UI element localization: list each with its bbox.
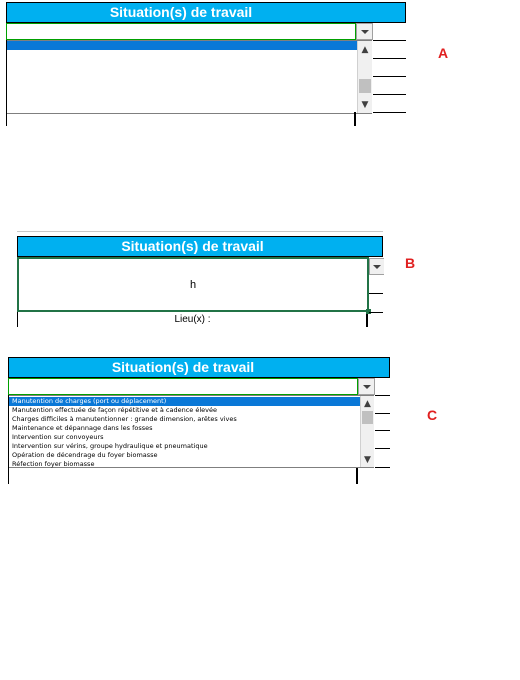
list-item[interactable]: Manutention de charges (port ou déplacement) — [9, 397, 360, 406]
grid-line — [375, 395, 390, 396]
panel-a-listbox[interactable] — [6, 40, 372, 114]
grid-line — [369, 312, 383, 313]
chevron-down-icon — [373, 265, 381, 269]
list-item[interactable]: Charges difficiles à manutentionner : grande dimension, arêtes vives — [12, 415, 237, 423]
panel-c-header-title: Situation(s) de travail — [111, 359, 255, 375]
grid-line — [373, 94, 406, 95]
panel-c-scrollbar[interactable] — [360, 396, 374, 467]
label-c: C — [427, 407, 438, 423]
grid-line — [375, 430, 390, 431]
grid-line — [373, 112, 406, 113]
grid-line — [373, 58, 406, 59]
list-item[interactable]: Intervention sur vérins, groupe hydraulique et pneumatique — [12, 442, 208, 450]
list-item[interactable]: Manutention effectuée de façon répétitive et à cadence élevée — [12, 406, 218, 414]
panel-b-dropdown-button[interactable] — [369, 258, 384, 275]
panel-a-header-ext — [355, 2, 406, 23]
label-a: A — [438, 45, 449, 61]
panel-c-scroll-thumb[interactable] — [362, 411, 373, 424]
panel-a-header-title: Situation(s) de travail — [109, 4, 253, 20]
panel-b-footer-label: Lieu(x) : — [174, 314, 211, 325]
scroll-down-icon[interactable]: ▼ — [364, 455, 371, 465]
chevron-down-icon — [363, 385, 371, 389]
list-item[interactable]: Maintenance et dépannage dans les fosses — [12, 424, 153, 432]
scroll-up-icon[interactable]: ▲ — [364, 399, 371, 409]
panel-c-dropdown-button[interactable] — [358, 378, 375, 395]
panel-c-listbox[interactable] — [8, 395, 374, 468]
panel-c-header-ext — [357, 357, 390, 378]
grid-line — [375, 448, 390, 449]
panel-c-header — [8, 357, 358, 378]
grid-line — [369, 293, 383, 294]
panel-a-scroll-thumb[interactable] — [359, 79, 371, 93]
scroll-up-icon[interactable]: ▲ — [361, 45, 369, 55]
grid-line — [356, 468, 358, 484]
grid-line — [8, 395, 9, 484]
panel-b-header-ext — [367, 236, 383, 257]
grid-line — [6, 40, 7, 126]
panel-a-selected-item[interactable] — [7, 41, 357, 50]
panel-c-combo-input[interactable] — [8, 378, 358, 395]
panel-b-cell-value: h — [189, 279, 197, 291]
list-item[interactable]: Opération de décendrage du foyer biomasse — [12, 451, 158, 459]
grid-line — [354, 112, 356, 126]
label-b: B — [405, 255, 416, 271]
scroll-down-icon[interactable]: ▼ — [361, 100, 369, 110]
panel-b-header-title: Situation(s) de travail — [121, 238, 264, 254]
list-item[interactable]: Intervention sur convoyeurs — [12, 433, 104, 441]
grid-line — [17, 231, 383, 232]
panel-a-header — [6, 2, 356, 23]
panel-a-combo-input[interactable] — [6, 23, 356, 40]
grid-line — [375, 413, 390, 414]
grid-line — [373, 76, 406, 77]
panel-b-active-cell[interactable] — [17, 257, 369, 312]
panel-b-header — [17, 236, 368, 257]
grid-line — [375, 467, 390, 468]
chevron-down-icon — [361, 30, 369, 34]
panel-a-dropdown-button[interactable] — [356, 23, 373, 40]
panel-c-options — [9, 397, 360, 468]
panel-a-scrollbar[interactable] — [357, 41, 372, 113]
list-item[interactable]: Réfection foyer biomasse — [12, 460, 95, 468]
grid-line — [373, 40, 406, 41]
